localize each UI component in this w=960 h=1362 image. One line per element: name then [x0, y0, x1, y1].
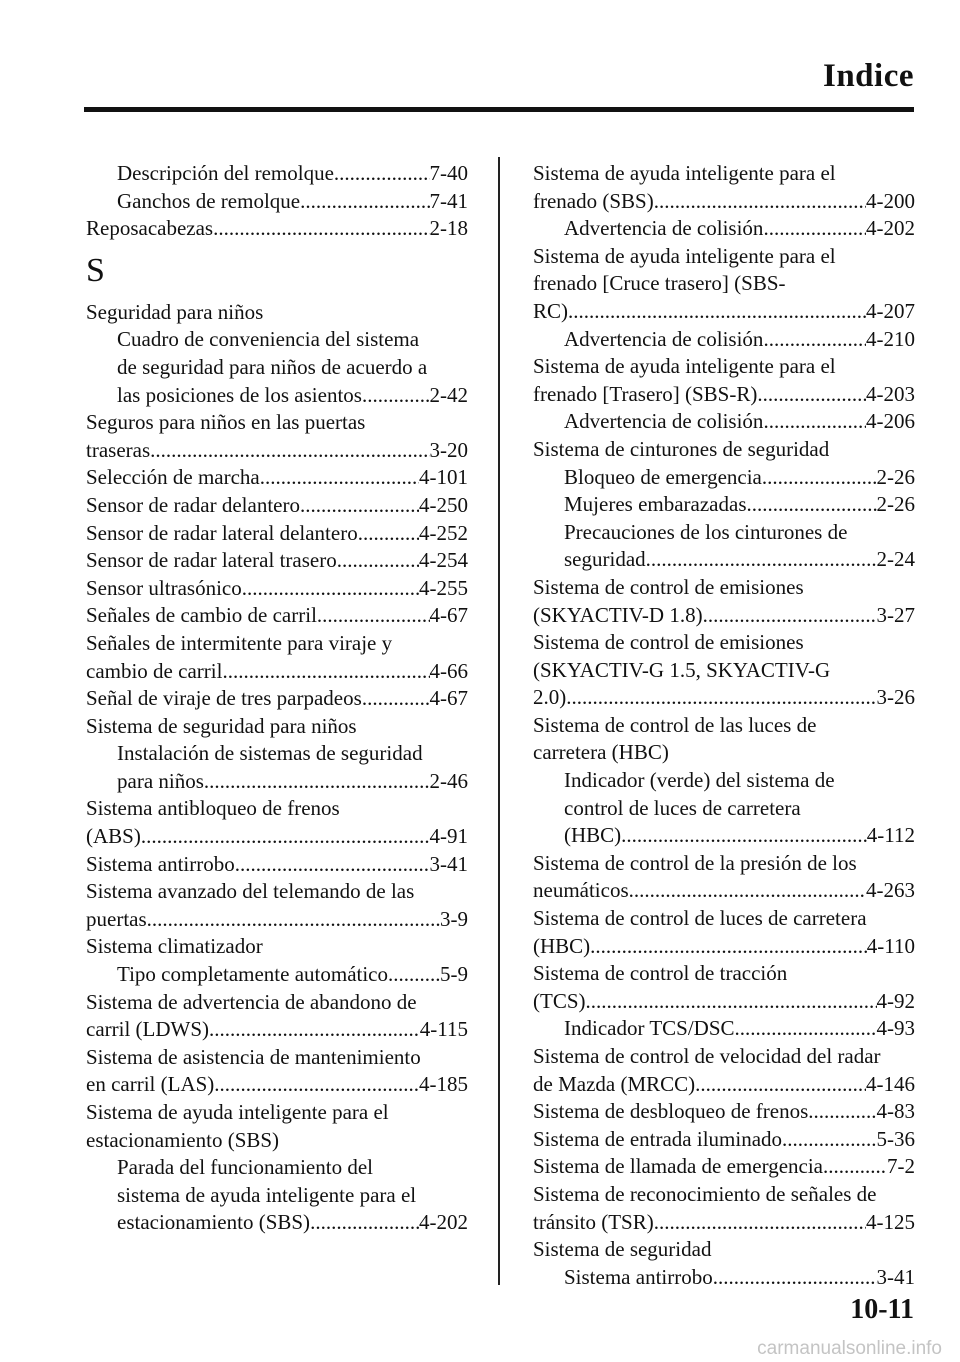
leader-dots	[654, 1209, 866, 1237]
entry-text: Mujeres embarazadas	[564, 492, 747, 517]
index-heading-line: Sistema de cinturones de seguridad	[533, 436, 830, 461]
leader-dots	[763, 408, 866, 436]
index-heading-line: Sistema de seguridad	[533, 1237, 712, 1262]
index-heading-line: Sistema antibloqueo de frenos	[86, 796, 340, 821]
index-heading-line: Sistema de ayuda inteligente para el	[533, 243, 836, 268]
index-entry	[86, 1209, 468, 1237]
entry-page-ref: 4-91	[429, 824, 468, 849]
leader-dots	[150, 437, 429, 465]
entry-page-ref: 4-210	[866, 326, 915, 351]
index-entry	[533, 1098, 915, 1126]
index-heading-line: Parada del funcionamiento del	[117, 1155, 373, 1180]
page-header-title: Indice	[822, 58, 914, 94]
entry-text: frenado [Trasero] (SBS-R)	[533, 381, 758, 406]
index-column-left	[86, 160, 468, 1237]
leader-dots	[782, 1126, 876, 1154]
entry-text: Tipo completamente automático	[117, 962, 389, 987]
entry-text: Reposacabezas	[86, 216, 214, 241]
entry-text: Advertencia de colisión	[564, 216, 764, 241]
index-entry	[86, 1071, 468, 1099]
index-heading-line: Señales de intermitente para viraje y	[86, 630, 393, 655]
leader-dots	[362, 685, 430, 713]
entry-page-ref: 3-26	[876, 685, 915, 710]
index-entry	[533, 491, 915, 519]
index-entry	[533, 822, 915, 850]
entry-text: (HBC)	[564, 823, 622, 848]
index-entry	[86, 823, 468, 851]
index-heading-line: Instalación de sistemas de seguridad	[117, 741, 423, 766]
entry-page-ref: 2-18	[429, 216, 468, 241]
index-entry	[86, 160, 468, 188]
leader-dots	[568, 298, 866, 326]
entry-text: (TCS)	[533, 988, 586, 1013]
index-entry	[86, 961, 468, 989]
index-heading-line: Seguros para niños en las puertas	[86, 410, 366, 435]
entry-text: Señal de viraje de tres parpadeos	[86, 686, 362, 711]
index-heading-line: Sistema de control de emisiones	[533, 630, 804, 655]
entry-page-ref: 4-200	[866, 188, 915, 213]
index-entry	[86, 768, 468, 796]
index-entry	[533, 215, 915, 243]
entry-page-ref: 4-66	[429, 658, 468, 683]
index-entry	[533, 1071, 915, 1099]
entry-text: cambio de carril	[86, 658, 223, 683]
entry-text: Advertencia de colisión	[564, 409, 764, 434]
leader-dots	[629, 877, 866, 905]
index-entry	[86, 464, 468, 492]
leader-dots	[695, 1071, 866, 1099]
leader-dots	[703, 602, 877, 630]
entry-text: las posiciones de los asientos	[117, 382, 362, 407]
entry-page-ref: 4-206	[866, 409, 915, 434]
index-heading-line: Sistema de reconocimiento de señales de	[533, 1181, 877, 1206]
leader-dots	[654, 188, 866, 216]
entry-text: seguridad	[564, 547, 646, 572]
entry-page-ref: 3-27	[876, 602, 915, 627]
entry-page-ref: 3-41	[429, 851, 468, 876]
leader-dots	[388, 961, 440, 989]
index-entry	[533, 546, 915, 574]
index-heading-line: carretera (HBC)	[533, 740, 669, 765]
index-heading-line: Sistema de advertencia de abandono de	[86, 989, 417, 1014]
index-heading-line: Sistema climatizador	[86, 934, 263, 959]
entry-text: Sistema de desbloqueo de frenos	[533, 1099, 809, 1124]
column-divider	[498, 157, 500, 1285]
entry-text: 2.0)	[533, 685, 567, 710]
index-entry	[86, 685, 468, 713]
entry-page-ref: 4-110	[866, 933, 915, 958]
entry-text: para niños	[117, 768, 204, 793]
entry-text: Sensor de radar lateral trasero	[86, 548, 337, 573]
entry-page-ref: 5-36	[876, 1126, 915, 1151]
entry-text: (SKYACTIV-D 1.8)	[533, 602, 703, 627]
index-heading-line: Seguridad para niños	[86, 299, 264, 324]
index-entry	[86, 906, 468, 934]
entry-text: (ABS)	[86, 824, 141, 849]
entry-text: en carril (LAS)	[86, 1072, 215, 1097]
leader-dots	[763, 215, 866, 243]
index-heading-line: estacionamiento (SBS)	[86, 1127, 280, 1152]
index-entry	[533, 1209, 915, 1237]
entry-text: Sensor de radar lateral delantero	[86, 520, 358, 545]
entry-page-ref: 7-2	[887, 1154, 915, 1179]
leader-dots	[621, 822, 867, 850]
entry-text: tránsito (TSR)	[533, 1209, 654, 1234]
entry-page-ref: 2-26	[876, 492, 915, 517]
entry-page-ref: 3-9	[440, 906, 468, 931]
index-heading-line: Cuadro de conveniencia del sistema	[117, 327, 420, 352]
leader-dots	[763, 326, 866, 354]
index-entry	[533, 298, 915, 326]
leader-dots	[566, 684, 876, 712]
index-entry	[533, 933, 915, 961]
leader-dots	[590, 933, 867, 961]
entry-page-ref: 4-202	[866, 216, 915, 241]
index-heading-line: Sistema de seguridad para niños	[86, 713, 357, 738]
entry-text: puertas	[86, 906, 147, 931]
leader-dots	[362, 382, 430, 410]
index-entry	[86, 188, 468, 216]
entry-page-ref: 2-26	[876, 464, 915, 489]
entry-page-ref: 5-9	[440, 962, 468, 987]
entry-page-ref: 4-67	[429, 686, 468, 711]
entry-text: frenado (SBS)	[533, 188, 654, 213]
entry-text: Sistema de llamada de emergencia	[533, 1154, 823, 1179]
entry-text: traseras	[86, 437, 151, 462]
index-entry	[533, 188, 915, 216]
index-entry	[86, 520, 468, 548]
entry-text: (HBC)	[533, 933, 591, 958]
entry-page-ref: 4-115	[419, 1017, 468, 1042]
entry-text: RC)	[533, 298, 569, 323]
index-entry	[533, 602, 915, 630]
leader-dots	[713, 1264, 877, 1292]
leader-dots	[260, 464, 419, 492]
leader-dots	[213, 215, 429, 243]
index-heading-line: Sistema de control de tracción	[533, 961, 788, 986]
index-heading-line: de seguridad para niños de acuerdo a	[117, 354, 428, 379]
index-entry	[86, 215, 468, 243]
entry-page-ref: 4-250	[419, 492, 468, 517]
index-entry	[533, 408, 915, 436]
leader-dots	[147, 906, 440, 934]
index-heading-line: Sistema de control de emisiones	[533, 574, 804, 599]
entry-text: Ganchos de remolque	[117, 188, 301, 213]
entry-text: Señales de cambio de carril	[86, 603, 317, 628]
entry-text: Sistema antirrobo	[564, 1264, 713, 1289]
entry-text: Selección de marcha	[86, 465, 260, 490]
entry-text: Advertencia de colisión	[564, 326, 764, 351]
leader-dots	[209, 1016, 420, 1044]
index-entry	[86, 658, 468, 686]
index-column-right	[533, 160, 915, 1291]
index-entry	[86, 547, 468, 575]
entry-page-ref: 4-92	[876, 988, 915, 1013]
leader-dots	[337, 547, 419, 575]
leader-dots	[586, 988, 877, 1016]
leader-dots	[762, 464, 877, 492]
entry-page-ref: 2-24	[876, 547, 915, 572]
index-entry	[86, 1016, 468, 1044]
entry-text: Sistema antirrobo	[86, 851, 235, 876]
entry-page-ref: 2-46	[429, 768, 468, 793]
page-number: 10-11	[850, 1294, 914, 1325]
entry-text: Sensor ultrasónico	[86, 575, 242, 600]
index-entry	[533, 1153, 915, 1181]
leader-dots	[646, 546, 877, 574]
entry-text: Descripción del remolque	[117, 161, 334, 185]
index-entry	[86, 437, 468, 465]
leader-dots	[214, 1071, 419, 1099]
entry-page-ref: 4-202	[419, 1210, 468, 1235]
header-rule	[84, 107, 914, 112]
leader-dots	[334, 160, 430, 188]
index-entry	[533, 326, 915, 354]
index-heading-line: sistema de ayuda inteligente para el	[117, 1182, 417, 1207]
entry-page-ref: 4-146	[866, 1071, 915, 1096]
leader-dots	[310, 1209, 419, 1237]
section-letter: S	[86, 251, 105, 289]
index-heading-line: frenado [Cruce trasero] (SBS-	[533, 271, 786, 296]
index-entry	[86, 575, 468, 603]
entry-page-ref: 4-67	[429, 603, 468, 628]
entry-page-ref: 4-263	[866, 878, 915, 903]
entry-page-ref: 2-42	[429, 382, 468, 407]
entry-page-ref: 4-112	[866, 823, 915, 848]
index-heading-line: Precauciones de los cinturones de	[564, 519, 848, 544]
index-entry	[533, 877, 915, 905]
leader-dots	[747, 491, 877, 519]
entry-page-ref: 7-41	[429, 188, 468, 213]
entry-page-ref: 4-207	[866, 298, 915, 323]
leader-dots	[735, 1015, 877, 1043]
entry-page-ref: 3-41	[876, 1264, 915, 1289]
leader-dots	[141, 823, 430, 851]
index-heading-line: Sistema de control de la presión de los	[533, 850, 857, 875]
entry-text: carril (LDWS)	[86, 1017, 210, 1042]
index-heading-line: Sistema de control de velocidad del radar	[533, 1044, 881, 1068]
entry-text: Bloqueo de emergencia	[564, 464, 762, 489]
leader-dots	[204, 768, 430, 796]
index-heading-line: Sistema de ayuda inteligente para el	[86, 1100, 389, 1124]
entry-text: Sistema de entrada iluminado	[533, 1126, 783, 1151]
entry-page-ref: 4-254	[419, 548, 468, 573]
entry-page-ref: 4-203	[866, 381, 915, 406]
leader-dots	[222, 658, 429, 686]
index-heading-line: Sistema de control de las luces de	[533, 712, 817, 737]
index-entries-section-s	[86, 299, 468, 1237]
index-entry	[86, 492, 468, 520]
entry-page-ref: 7-40	[429, 161, 468, 185]
entry-text: neumáticos	[533, 878, 629, 903]
index-entry	[533, 1126, 915, 1154]
leader-dots	[757, 381, 866, 409]
watermark: carmanualsonline.info	[757, 1338, 942, 1359]
index-entry	[533, 1264, 915, 1292]
leader-dots	[317, 602, 430, 630]
entry-page-ref: 4-83	[876, 1099, 915, 1124]
index-heading-line: (SKYACTIV-G 1.5, SKYACTIV-G	[533, 657, 831, 682]
index-heading-line: Sistema de asistencia de mantenimiento	[86, 1044, 421, 1069]
entry-text: Sensor de radar delantero	[86, 492, 300, 517]
leader-dots	[823, 1153, 887, 1181]
index-heading-line: Sistema de ayuda inteligente para el	[533, 161, 836, 185]
index-entries-before-section	[86, 160, 468, 243]
index-entry	[533, 684, 915, 712]
entry-text: Indicador TCS/DSC	[564, 1016, 735, 1041]
index-heading-line: Sistema avanzado del telemando de las	[86, 879, 415, 904]
entry-text: estacionamiento (SBS)	[117, 1210, 311, 1235]
index-entry	[533, 464, 915, 492]
leader-dots	[300, 492, 419, 520]
entry-page-ref: 4-101	[419, 465, 468, 490]
entry-page-ref: 4-125	[866, 1209, 915, 1234]
entry-page-ref: 4-255	[419, 575, 468, 600]
index-entry	[86, 851, 468, 879]
index-heading-line: Sistema de control de luces de carretera	[533, 906, 867, 931]
index-heading-line: Indicador (verde) del sistema de	[564, 768, 835, 793]
index-entry	[533, 381, 915, 409]
leader-dots	[235, 851, 430, 879]
entry-text: de Mazda (MRCC)	[533, 1071, 696, 1096]
index-entry	[86, 382, 468, 410]
leader-dots	[242, 575, 419, 603]
entry-page-ref: 4-185	[419, 1072, 468, 1097]
entry-page-ref: 4-252	[419, 520, 468, 545]
leader-dots	[808, 1098, 876, 1126]
leader-dots	[358, 520, 419, 548]
leader-dots	[300, 188, 429, 216]
entry-page-ref: 3-20	[429, 437, 468, 462]
index-entry	[533, 988, 915, 1016]
entry-page-ref: 4-93	[876, 1016, 915, 1041]
index-entry	[86, 602, 468, 630]
index-heading-line: Sistema de ayuda inteligente para el	[533, 354, 836, 379]
index-entry	[533, 1015, 915, 1043]
index-heading-line: control de luces de carretera	[564, 795, 801, 820]
